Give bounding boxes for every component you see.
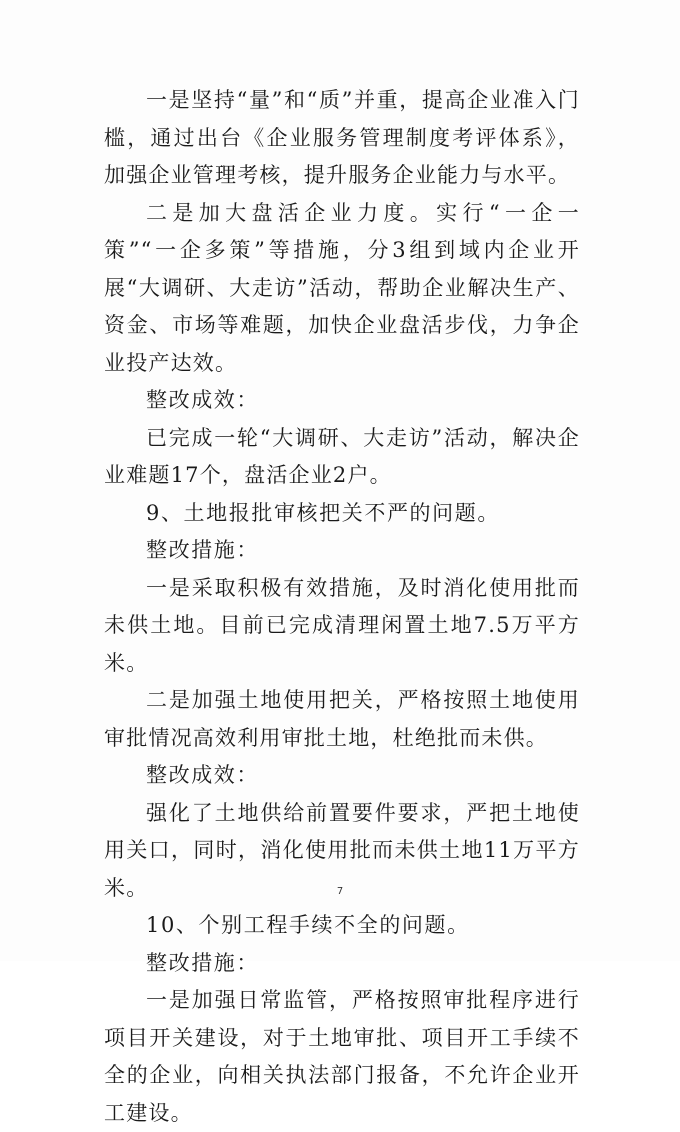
- heading-issue-10: 10、个别工程手续不全的问题。: [146, 913, 470, 937]
- document-body: [104, 82, 580, 1132]
- heading-rectification-results: 整改成效：: [146, 763, 259, 787]
- paragraph-measure-land-use: 二是加强土地使用把关，严格按照土地使用审批情况高效利用审批土地，杜绝批而未供。: [104, 688, 580, 750]
- paragraph-measure-quantity-quality: 一是坚持“量”和“质”并重，提高企业准入门槛，通过出台《企业服务管理制度考评体系》，加强企业管理考核，提升服务企业能力与水平。: [104, 88, 580, 187]
- heading-rectification-results: 整改成效：: [146, 388, 259, 412]
- paragraph-measure-idle-land: 一是采取积极有效措施，及时消化使用批而未供土地。目前已完成清理闲置土地7.5万平方米。: [104, 575, 580, 675]
- paragraph-measure-revitalize-enterprises: 二是加大盘活企业力度。实行“一企一策”“一企多策”等措施，分3组到域内企业开展“大调研、大走访”活动，帮助企业解决生产、资金、市场等难题，加快企业盘活步伐，力争企业投产达效。: [104, 200, 580, 375]
- paragraph-measure-daily-supervision: 一是加强日常监管，严格按照审批程序进行项目开关建设，对于土地审批、项目开工手续不全的企业，向相关执法部门报备，不允许企业开工建设。: [104, 988, 580, 1125]
- page-number: 7: [336, 886, 344, 897]
- paragraph-results-survey: 已完成一轮“大调研、大走访”活动，解决企业难题17个，盘活企业2户。: [104, 425, 580, 487]
- heading-rectification-measures: 整改措施：: [146, 538, 259, 562]
- heading-issue-9: 9、土地报批审核把关不严的问题。: [146, 500, 500, 525]
- paragraph-results-land-supply: 强化了土地供给前置要件要求，严把土地使用关口，同时，消化使用批而未供土地11万平方米。: [104, 800, 580, 900]
- heading-rectification-measures: 整改措施：: [146, 950, 259, 975]
